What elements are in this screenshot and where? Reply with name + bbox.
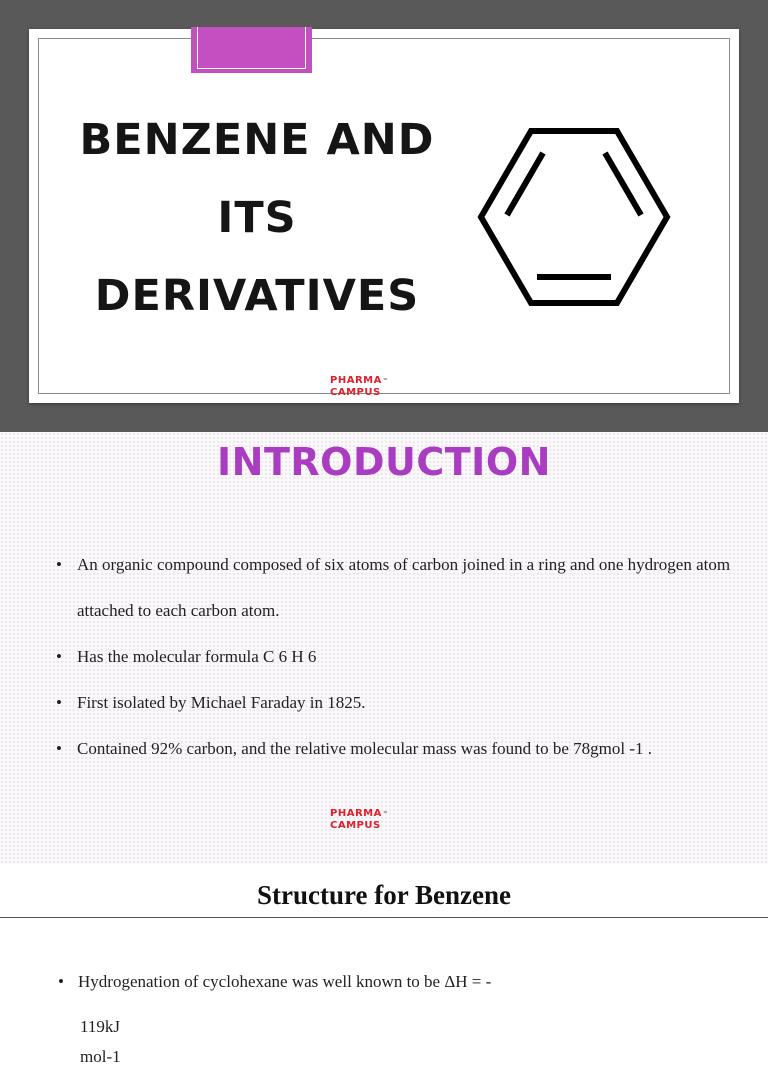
slide-introduction	[0, 432, 768, 864]
slide-title	[0, 0, 768, 432]
accent-tab	[191, 27, 312, 73]
list-item: • Has the molecular formula C 6 H 6	[56, 634, 736, 680]
divider	[0, 917, 768, 918]
pharma-campus-logo: PHARMA™ CAMPUS	[330, 375, 389, 398]
slide-structure	[0, 864, 768, 1066]
benzene-ring-icon	[469, 125, 679, 311]
list-item: • Hydrogenation of cyclohexane was well known to be ΔH = -	[58, 959, 738, 1005]
title-line-2: ITS	[217, 193, 297, 243]
structure-bullets	[58, 959, 738, 1005]
cutoff-text: 119kJ mol-1	[80, 1017, 121, 1066]
list-item: • First isolated by Michael Faraday in 1825.	[56, 680, 736, 726]
introduction-heading: INTRODUCTION	[217, 440, 551, 484]
introduction-bullets	[56, 542, 736, 772]
title-line-1: BENZENE AND	[79, 115, 435, 165]
pharma-campus-logo: PHARMA™ CAMPUS	[330, 808, 389, 831]
list-item: • An organic compound composed of six atoms of carbon joined in a ring and one hydrogen atom attached to each carbon atom.	[56, 542, 736, 634]
title-card	[29, 29, 739, 403]
structure-heading: Structure for Benzene	[257, 880, 511, 910]
list-item: • Contained 92% carbon, and the relative molecular mass was found to be 78gmol -1 .	[56, 726, 736, 772]
slide-title-text	[79, 101, 435, 335]
title-line-3: DERIVATIVES	[94, 271, 420, 321]
